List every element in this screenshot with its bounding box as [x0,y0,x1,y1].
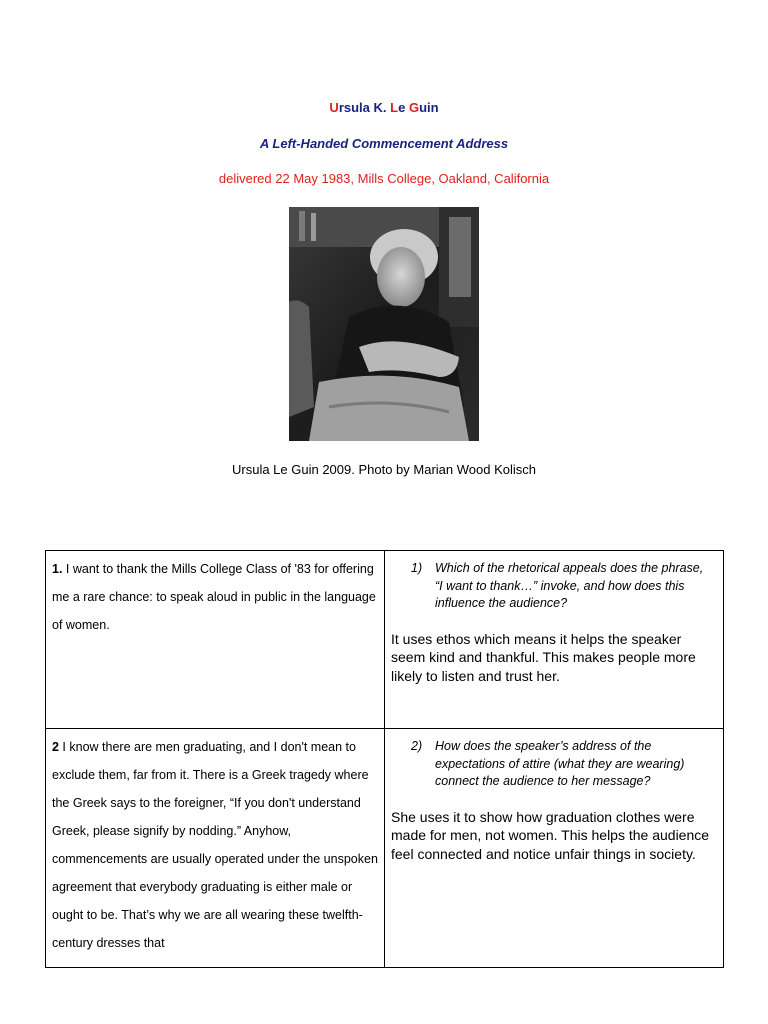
passage-text [46,729,384,957]
question [385,729,723,791]
answer-text: She uses it to show how graduation clothes were made for men, not women. This helps the audience feel connected and notice unfair things in society. [391,808,710,862]
title-u: U [329,100,339,115]
passage-body: I know there are men graduating, and I don't mean to exclude them, far from it. There is a Greek tragedy where the Greek says to the foreigner, “If you don't understand Greek, please signify by nodding.” Anyhow, commencements are usually operated under the unspoken agreement that everybody graduating is either male or ought to be. That’s why we are all wearing these twelfth-century dresses that [52,740,378,950]
passage-text [46,551,384,639]
response-cell [385,729,724,968]
table-row [46,729,724,968]
author-photo [289,207,479,441]
annotation-table [45,550,724,968]
passage-number: 2 [52,740,59,754]
passage-number: 1. [52,562,63,576]
passage-body: I want to thank the Mills College Class of '83 for offering me a rare chance: to speak aloud in public in the language of women. [52,562,376,632]
document-subtitle: A Left-Handed Commencement Address [259,136,509,151]
delivery-info: delivered 22 May 1983, Mills College, Oakland, California [218,171,550,186]
passage-cell [46,729,385,968]
response-cell [385,551,724,729]
question-text: How does the speaker’s address of the expectations of attire (what they are wearing) connect the audience to her message? [435,739,685,788]
title-rest-first: rsula [338,100,370,115]
answer-text: It uses ethos which means it helps the speaker seem kind and thankful. This makes people more likely to listen and trust her. [391,630,696,684]
question-number: 2) [411,739,423,753]
title-k: K. [373,100,387,115]
question-text: Which of the rhetorical appeals does the phrase, “I want to thank…” invoke, and how does this influence the audience? [435,561,704,610]
table-row [46,551,724,729]
question [385,551,723,613]
passage-cell [46,551,385,729]
title-guin: Guin [408,100,439,115]
photo-caption: Ursula Le Guin 2009. Photo by Marian Wood Kolisch [232,462,536,477]
question-number: 1) [411,561,423,575]
document-title [0,100,768,115]
title-le: Le [390,100,406,115]
